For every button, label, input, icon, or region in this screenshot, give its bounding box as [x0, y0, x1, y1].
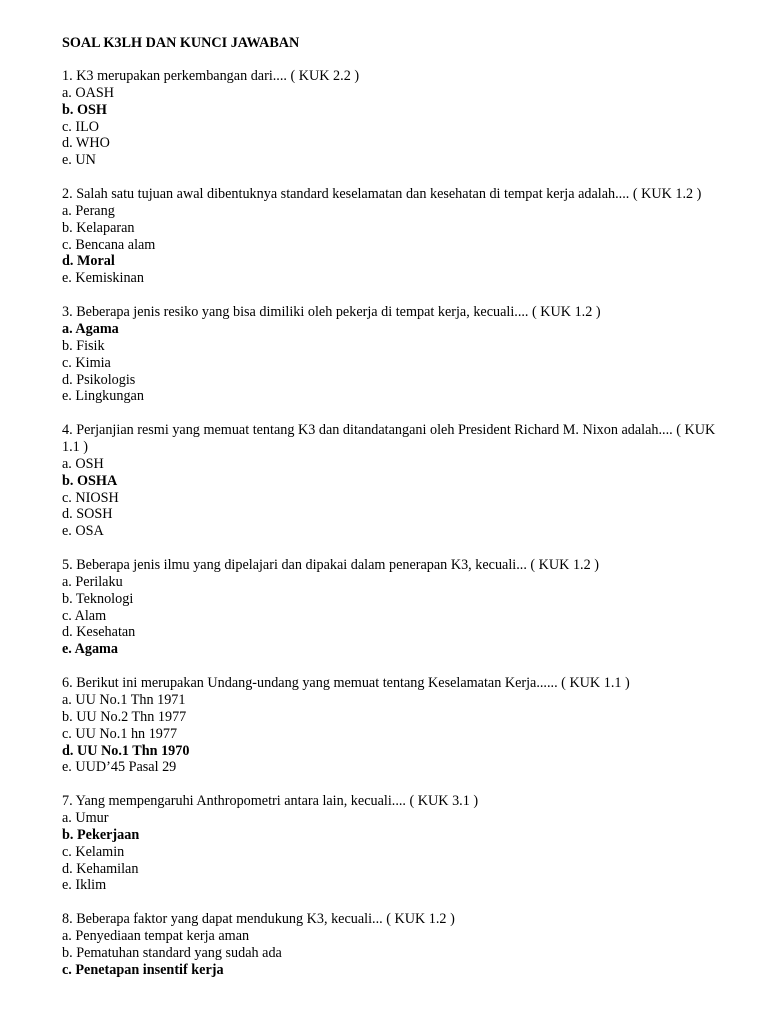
answer-option: b. Kelaparan	[62, 219, 135, 236]
answer-option-correct: d. Moral	[62, 253, 115, 270]
answer-option: a. Perilaku	[62, 573, 123, 590]
question-block-2	[62, 186, 734, 287]
question-text: 6. Berikut ini merupakan Undang-undang yang memuat tentang Keselamatan Kerja...... ( KUK 1.1 )	[62, 675, 630, 692]
answer-option: c. Bencana alam	[62, 236, 156, 253]
answer-option: e. Lingkungan	[62, 388, 144, 405]
answer-option: b. Fisik	[62, 337, 105, 354]
document-page	[62, 35, 734, 996]
answer-option: c. Alam	[62, 607, 107, 624]
question-block-3	[62, 304, 734, 405]
answer-option: b. Pematuhan standard yang sudah ada	[62, 944, 282, 961]
answer-option: e. Iklim	[62, 877, 107, 894]
answer-option-correct: b. Pekerjaan	[62, 826, 140, 843]
answer-option: c. Kelamin	[62, 843, 125, 860]
answer-option: b. Teknologi	[62, 590, 134, 607]
question-block-4	[62, 422, 734, 540]
answer-option: b. UU No.2 Thn 1977	[62, 708, 187, 725]
answer-option: a. OSH	[62, 455, 104, 472]
answer-option-correct: b. OSH	[62, 101, 107, 118]
answer-option: a. Penyediaan tempat kerja aman	[62, 928, 250, 945]
question-block-5	[62, 557, 734, 658]
answer-option-correct: a. Agama	[62, 320, 119, 337]
question-text: 8. Beberapa faktor yang dapat mendukung K3, kecuali... ( KUK 1.2 )	[62, 911, 455, 928]
question-text: 7. Yang mempengaruhi Anthropometri antara lain, kecuali.... ( KUK 3.1 )	[62, 793, 479, 810]
answer-option: a. OASH	[62, 84, 115, 101]
answer-option: d. WHO	[62, 135, 110, 152]
answer-option: c. NIOSH	[62, 489, 119, 506]
question-text: 1. K3 merupakan perkembangan dari.... ( KUK 2.2 )	[62, 68, 360, 84]
answer-option: c. UU No.1 hn 1977	[62, 725, 178, 742]
question-block-1	[62, 68, 734, 169]
page-title: SOAL K3LH DAN KUNCI JAWABAN	[62, 35, 300, 51]
question-text: 4. Perjanjian resmi yang memuat tentang K3 dan ditandatangani oleh President Richard M. Nixon adalah.... ( KUK 1.1 )	[62, 422, 716, 456]
answer-option: d. Kehamilan	[62, 860, 139, 877]
answer-option-correct: b. OSHA	[62, 472, 118, 489]
question-block-7	[62, 793, 734, 894]
answer-option: e. Kemiskinan	[62, 270, 144, 287]
answer-option: c. Kimia	[62, 354, 111, 371]
answer-option: a. Umur	[62, 810, 109, 827]
answer-option: c. ILO	[62, 118, 100, 135]
answer-option: e. OSA	[62, 523, 104, 540]
question-list	[62, 68, 734, 979]
answer-option-correct: e. Agama	[62, 641, 118, 658]
question-text: 2. Salah satu tujuan awal dibentuknya standard keselamatan dan kesehatan di tempat kerja adalah.... ( KUK 1.2 )	[62, 186, 702, 203]
answer-option-correct: c. Penetapan insentif kerja	[62, 961, 224, 978]
answer-option: a. UU No.1 Thn 1971	[62, 692, 186, 708]
answer-option: d. Kesehatan	[62, 624, 136, 641]
question-block-8	[62, 911, 734, 978]
answer-option: e. UUD’45 Pasal 29	[62, 759, 177, 776]
question-text: 5. Beberapa jenis ilmu yang dipelajari dan dipakai dalam penerapan K3, kecuali... ( KUK 1.2 )	[62, 557, 599, 574]
answer-option-correct: d. UU No.1 Thn 1970	[62, 742, 190, 759]
answer-option: a. Perang	[62, 202, 115, 219]
question-block-6	[62, 675, 734, 776]
answer-option: d. Psikologis	[62, 371, 136, 388]
question-text: 3. Beberapa jenis resiko yang bisa dimiliki oleh pekerja di tempat kerja, kecuali.... ( KUK 1.2 )	[62, 304, 601, 321]
answer-option: d. SOSH	[62, 506, 113, 523]
answer-option: e. UN	[62, 152, 96, 169]
